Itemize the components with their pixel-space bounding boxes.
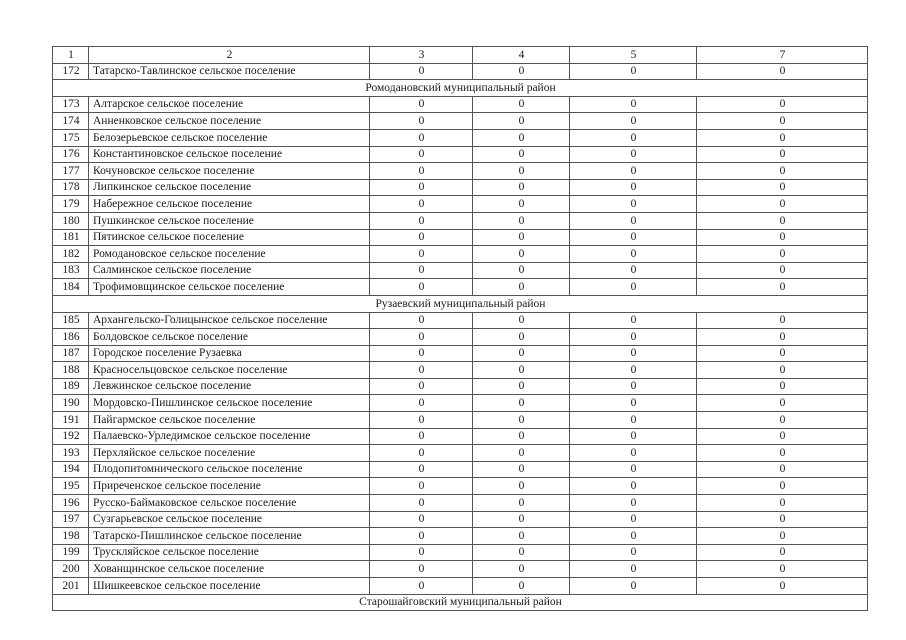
table-row bbox=[53, 495, 868, 512]
table-row bbox=[53, 345, 868, 362]
row-number: 184 bbox=[53, 279, 89, 296]
row-number: 196 bbox=[53, 495, 89, 512]
settlement-name: Салминское сельское поселение bbox=[89, 262, 370, 279]
value-col-4: 0 bbox=[473, 129, 570, 146]
value-col-5: 0 bbox=[570, 196, 697, 213]
settlement-name: Пятинское сельское поселение bbox=[89, 229, 370, 246]
row-number: 180 bbox=[53, 212, 89, 229]
value-col-3: 0 bbox=[370, 163, 473, 180]
table-row bbox=[53, 312, 868, 329]
value-col-5: 0 bbox=[570, 163, 697, 180]
value-col-5: 0 bbox=[570, 345, 697, 362]
value-col-5: 0 bbox=[570, 395, 697, 412]
settlement-name: Пайгармское сельское поселение bbox=[89, 412, 370, 429]
value-col-3: 0 bbox=[370, 179, 473, 196]
row-number: 188 bbox=[53, 362, 89, 379]
settlement-name: Мордовско-Пишлинское сельское поселение bbox=[89, 395, 370, 412]
value-col-7: 0 bbox=[697, 129, 868, 146]
settlement-name: Константиновское сельское поселение bbox=[89, 146, 370, 163]
value-col-7: 0 bbox=[697, 511, 868, 528]
value-col-7: 0 bbox=[697, 544, 868, 561]
district-section-row bbox=[53, 295, 868, 312]
row-number: 193 bbox=[53, 445, 89, 462]
value-col-3: 0 bbox=[370, 113, 473, 130]
row-number: 182 bbox=[53, 246, 89, 263]
value-col-7: 0 bbox=[697, 428, 868, 445]
row-number: 192 bbox=[53, 428, 89, 445]
row-number: 199 bbox=[53, 544, 89, 561]
value-col-5: 0 bbox=[570, 329, 697, 346]
settlement-name: Татарско-Тавлинское сельское поселение bbox=[89, 63, 370, 80]
settlement-name: Палаевско-Урледимское сельское поселение bbox=[89, 428, 370, 445]
value-col-7: 0 bbox=[697, 279, 868, 296]
row-number: 179 bbox=[53, 196, 89, 213]
table-body bbox=[53, 47, 868, 611]
value-col-5: 0 bbox=[570, 212, 697, 229]
row-number: 174 bbox=[53, 113, 89, 130]
row-number: 175 bbox=[53, 129, 89, 146]
value-col-4: 0 bbox=[473, 63, 570, 80]
value-col-7: 0 bbox=[697, 246, 868, 263]
district-title: Старошайговский муниципальный район bbox=[53, 594, 868, 611]
value-col-4: 0 bbox=[473, 163, 570, 180]
value-col-4: 0 bbox=[473, 395, 570, 412]
value-col-5: 0 bbox=[570, 63, 697, 80]
settlements-table bbox=[52, 46, 868, 611]
table-row bbox=[53, 528, 868, 545]
value-col-4: 0 bbox=[473, 246, 570, 263]
value-col-4: 0 bbox=[473, 229, 570, 246]
settlement-name: Алтарское сельское поселение bbox=[89, 96, 370, 113]
settlement-name: Хованщинское сельское поселение bbox=[89, 561, 370, 578]
table-row bbox=[53, 163, 868, 180]
value-col-5: 0 bbox=[570, 129, 697, 146]
value-col-3: 0 bbox=[370, 63, 473, 80]
value-col-5: 0 bbox=[570, 412, 697, 429]
value-col-5: 0 bbox=[570, 544, 697, 561]
value-col-3: 0 bbox=[370, 395, 473, 412]
table-row bbox=[53, 412, 868, 429]
value-col-3: 0 bbox=[370, 96, 473, 113]
row-number: 197 bbox=[53, 511, 89, 528]
settlement-name: Липкинское сельское поселение bbox=[89, 179, 370, 196]
value-col-7: 0 bbox=[697, 362, 868, 379]
value-col-3: 0 bbox=[370, 578, 473, 595]
value-col-5: 0 bbox=[570, 511, 697, 528]
value-col-5: 0 bbox=[570, 246, 697, 263]
value-col-5: 0 bbox=[570, 362, 697, 379]
value-col-4: 0 bbox=[473, 578, 570, 595]
table-row bbox=[53, 129, 868, 146]
settlement-name: Русско-Баймаковское сельское поселение bbox=[89, 495, 370, 512]
value-col-7: 0 bbox=[697, 345, 868, 362]
district-title: Рузаевский муниципальный район bbox=[53, 295, 868, 312]
value-col-7: 0 bbox=[697, 528, 868, 545]
table-row bbox=[53, 212, 868, 229]
value-col-4: 0 bbox=[473, 345, 570, 362]
settlement-name: Городское поселение Рузаевка bbox=[89, 345, 370, 362]
value-col-4: 0 bbox=[473, 428, 570, 445]
value-col-3: 0 bbox=[370, 362, 473, 379]
value-col-3: 0 bbox=[370, 495, 473, 512]
value-col-4: 0 bbox=[473, 544, 570, 561]
value-col-7: 0 bbox=[697, 113, 868, 130]
value-col-4: 0 bbox=[473, 146, 570, 163]
settlement-name: Анненковское сельское поселение bbox=[89, 113, 370, 130]
value-col-7: 0 bbox=[697, 212, 868, 229]
value-col-3: 0 bbox=[370, 146, 473, 163]
value-col-7: 0 bbox=[697, 412, 868, 429]
value-col-3: 0 bbox=[370, 478, 473, 495]
value-col-3: 0 bbox=[370, 428, 473, 445]
value-col-3: 0 bbox=[370, 329, 473, 346]
column-header: 5 bbox=[570, 47, 697, 64]
table-row bbox=[53, 378, 868, 395]
value-col-7: 0 bbox=[697, 146, 868, 163]
value-col-4: 0 bbox=[473, 329, 570, 346]
table-row bbox=[53, 544, 868, 561]
table-row bbox=[53, 63, 868, 80]
settlement-name: Перхляйское сельское поселение bbox=[89, 445, 370, 462]
table-row bbox=[53, 146, 868, 163]
value-col-4: 0 bbox=[473, 96, 570, 113]
value-col-7: 0 bbox=[697, 312, 868, 329]
column-header: 3 bbox=[370, 47, 473, 64]
row-number: 201 bbox=[53, 578, 89, 595]
value-col-4: 0 bbox=[473, 362, 570, 379]
settlement-name: Ромодановское сельское поселение bbox=[89, 246, 370, 263]
row-number: 181 bbox=[53, 229, 89, 246]
table-row bbox=[53, 445, 868, 462]
value-col-3: 0 bbox=[370, 445, 473, 462]
value-col-7: 0 bbox=[697, 329, 868, 346]
row-number: 200 bbox=[53, 561, 89, 578]
settlement-name: Кочуновское сельское поселение bbox=[89, 163, 370, 180]
settlement-name: Плодопитомнического сельское поселение bbox=[89, 461, 370, 478]
table-row bbox=[53, 362, 868, 379]
value-col-5: 0 bbox=[570, 495, 697, 512]
table-row bbox=[53, 395, 868, 412]
value-col-3: 0 bbox=[370, 412, 473, 429]
value-col-7: 0 bbox=[697, 495, 868, 512]
value-col-3: 0 bbox=[370, 262, 473, 279]
value-col-5: 0 bbox=[570, 378, 697, 395]
column-number-row bbox=[53, 47, 868, 64]
value-col-5: 0 bbox=[570, 428, 697, 445]
row-number: 186 bbox=[53, 329, 89, 346]
value-col-3: 0 bbox=[370, 279, 473, 296]
district-title: Ромодановский муниципальный район bbox=[53, 80, 868, 97]
value-col-5: 0 bbox=[570, 528, 697, 545]
value-col-4: 0 bbox=[473, 312, 570, 329]
row-number: 194 bbox=[53, 461, 89, 478]
table-row bbox=[53, 561, 868, 578]
settlement-name: Белозерьевское сельское поселение bbox=[89, 129, 370, 146]
table-row bbox=[53, 229, 868, 246]
row-number: 177 bbox=[53, 163, 89, 180]
value-col-5: 0 bbox=[570, 312, 697, 329]
column-header: 1 bbox=[53, 47, 89, 64]
row-number: 176 bbox=[53, 146, 89, 163]
value-col-3: 0 bbox=[370, 312, 473, 329]
value-col-4: 0 bbox=[473, 113, 570, 130]
column-header: 4 bbox=[473, 47, 570, 64]
value-col-3: 0 bbox=[370, 212, 473, 229]
row-number: 187 bbox=[53, 345, 89, 362]
value-col-4: 0 bbox=[473, 528, 570, 545]
table-row bbox=[53, 578, 868, 595]
value-col-3: 0 bbox=[370, 246, 473, 263]
district-section-row bbox=[53, 80, 868, 97]
settlement-name: Трускляйское сельское поселение bbox=[89, 544, 370, 561]
value-col-5: 0 bbox=[570, 445, 697, 462]
value-col-4: 0 bbox=[473, 561, 570, 578]
value-col-5: 0 bbox=[570, 561, 697, 578]
value-col-7: 0 bbox=[697, 461, 868, 478]
value-col-4: 0 bbox=[473, 279, 570, 296]
value-col-4: 0 bbox=[473, 196, 570, 213]
table-row bbox=[53, 262, 868, 279]
value-col-4: 0 bbox=[473, 511, 570, 528]
table-row bbox=[53, 329, 868, 346]
table-row bbox=[53, 196, 868, 213]
value-col-5: 0 bbox=[570, 229, 697, 246]
settlement-name: Трофимовщинское сельское поселение bbox=[89, 279, 370, 296]
value-col-5: 0 bbox=[570, 461, 697, 478]
value-col-4: 0 bbox=[473, 212, 570, 229]
value-col-3: 0 bbox=[370, 511, 473, 528]
value-col-3: 0 bbox=[370, 196, 473, 213]
value-col-7: 0 bbox=[697, 378, 868, 395]
table-row bbox=[53, 478, 868, 495]
value-col-7: 0 bbox=[697, 96, 868, 113]
row-number: 183 bbox=[53, 262, 89, 279]
row-number: 178 bbox=[53, 179, 89, 196]
row-number: 190 bbox=[53, 395, 89, 412]
value-col-4: 0 bbox=[473, 445, 570, 462]
settlement-name: Болдовское сельское поселение bbox=[89, 329, 370, 346]
value-col-7: 0 bbox=[697, 229, 868, 246]
value-col-5: 0 bbox=[570, 262, 697, 279]
settlement-name: Левжинское сельское поселение bbox=[89, 378, 370, 395]
value-col-4: 0 bbox=[473, 262, 570, 279]
value-col-7: 0 bbox=[697, 578, 868, 595]
table-row bbox=[53, 96, 868, 113]
value-col-7: 0 bbox=[697, 262, 868, 279]
value-col-4: 0 bbox=[473, 495, 570, 512]
column-header: 7 bbox=[697, 47, 868, 64]
table-row bbox=[53, 428, 868, 445]
row-number: 185 bbox=[53, 312, 89, 329]
value-col-7: 0 bbox=[697, 179, 868, 196]
value-col-7: 0 bbox=[697, 163, 868, 180]
value-col-5: 0 bbox=[570, 113, 697, 130]
table-row bbox=[53, 511, 868, 528]
settlement-name: Сузгарьевское сельское поселение bbox=[89, 511, 370, 528]
value-col-4: 0 bbox=[473, 378, 570, 395]
value-col-5: 0 bbox=[570, 96, 697, 113]
table-row bbox=[53, 179, 868, 196]
value-col-4: 0 bbox=[473, 179, 570, 196]
column-header: 2 bbox=[89, 47, 370, 64]
value-col-7: 0 bbox=[697, 561, 868, 578]
row-number: 173 bbox=[53, 96, 89, 113]
value-col-5: 0 bbox=[570, 578, 697, 595]
district-section-row bbox=[53, 594, 868, 611]
settlement-name: Архангельско-Голицынское сельское поселение bbox=[89, 312, 370, 329]
settlement-name: Приреченское сельское поселение bbox=[89, 478, 370, 495]
value-col-4: 0 bbox=[473, 478, 570, 495]
row-number: 198 bbox=[53, 528, 89, 545]
settlement-name: Шишкеевское сельское поселение bbox=[89, 578, 370, 595]
table-row bbox=[53, 279, 868, 296]
value-col-3: 0 bbox=[370, 129, 473, 146]
row-number: 195 bbox=[53, 478, 89, 495]
value-col-7: 0 bbox=[697, 196, 868, 213]
value-col-5: 0 bbox=[570, 279, 697, 296]
table-row bbox=[53, 461, 868, 478]
row-number: 172 bbox=[53, 63, 89, 80]
value-col-7: 0 bbox=[697, 445, 868, 462]
value-col-3: 0 bbox=[370, 378, 473, 395]
value-col-5: 0 bbox=[570, 146, 697, 163]
value-col-5: 0 bbox=[570, 478, 697, 495]
value-col-3: 0 bbox=[370, 544, 473, 561]
settlement-name: Пушкинское сельское поселение bbox=[89, 212, 370, 229]
value-col-7: 0 bbox=[697, 395, 868, 412]
value-col-7: 0 bbox=[697, 478, 868, 495]
value-col-3: 0 bbox=[370, 229, 473, 246]
value-col-4: 0 bbox=[473, 461, 570, 478]
row-number: 191 bbox=[53, 412, 89, 429]
settlement-name: Красносельцовское сельское поселение bbox=[89, 362, 370, 379]
settlement-name: Набережное сельское поселение bbox=[89, 196, 370, 213]
table-row bbox=[53, 113, 868, 130]
value-col-3: 0 bbox=[370, 345, 473, 362]
settlement-name: Татарско-Пишлинское сельское поселение bbox=[89, 528, 370, 545]
value-col-3: 0 bbox=[370, 561, 473, 578]
table-row bbox=[53, 246, 868, 263]
value-col-5: 0 bbox=[570, 179, 697, 196]
value-col-3: 0 bbox=[370, 461, 473, 478]
value-col-4: 0 bbox=[473, 412, 570, 429]
value-col-7: 0 bbox=[697, 63, 868, 80]
row-number: 189 bbox=[53, 378, 89, 395]
value-col-3: 0 bbox=[370, 528, 473, 545]
